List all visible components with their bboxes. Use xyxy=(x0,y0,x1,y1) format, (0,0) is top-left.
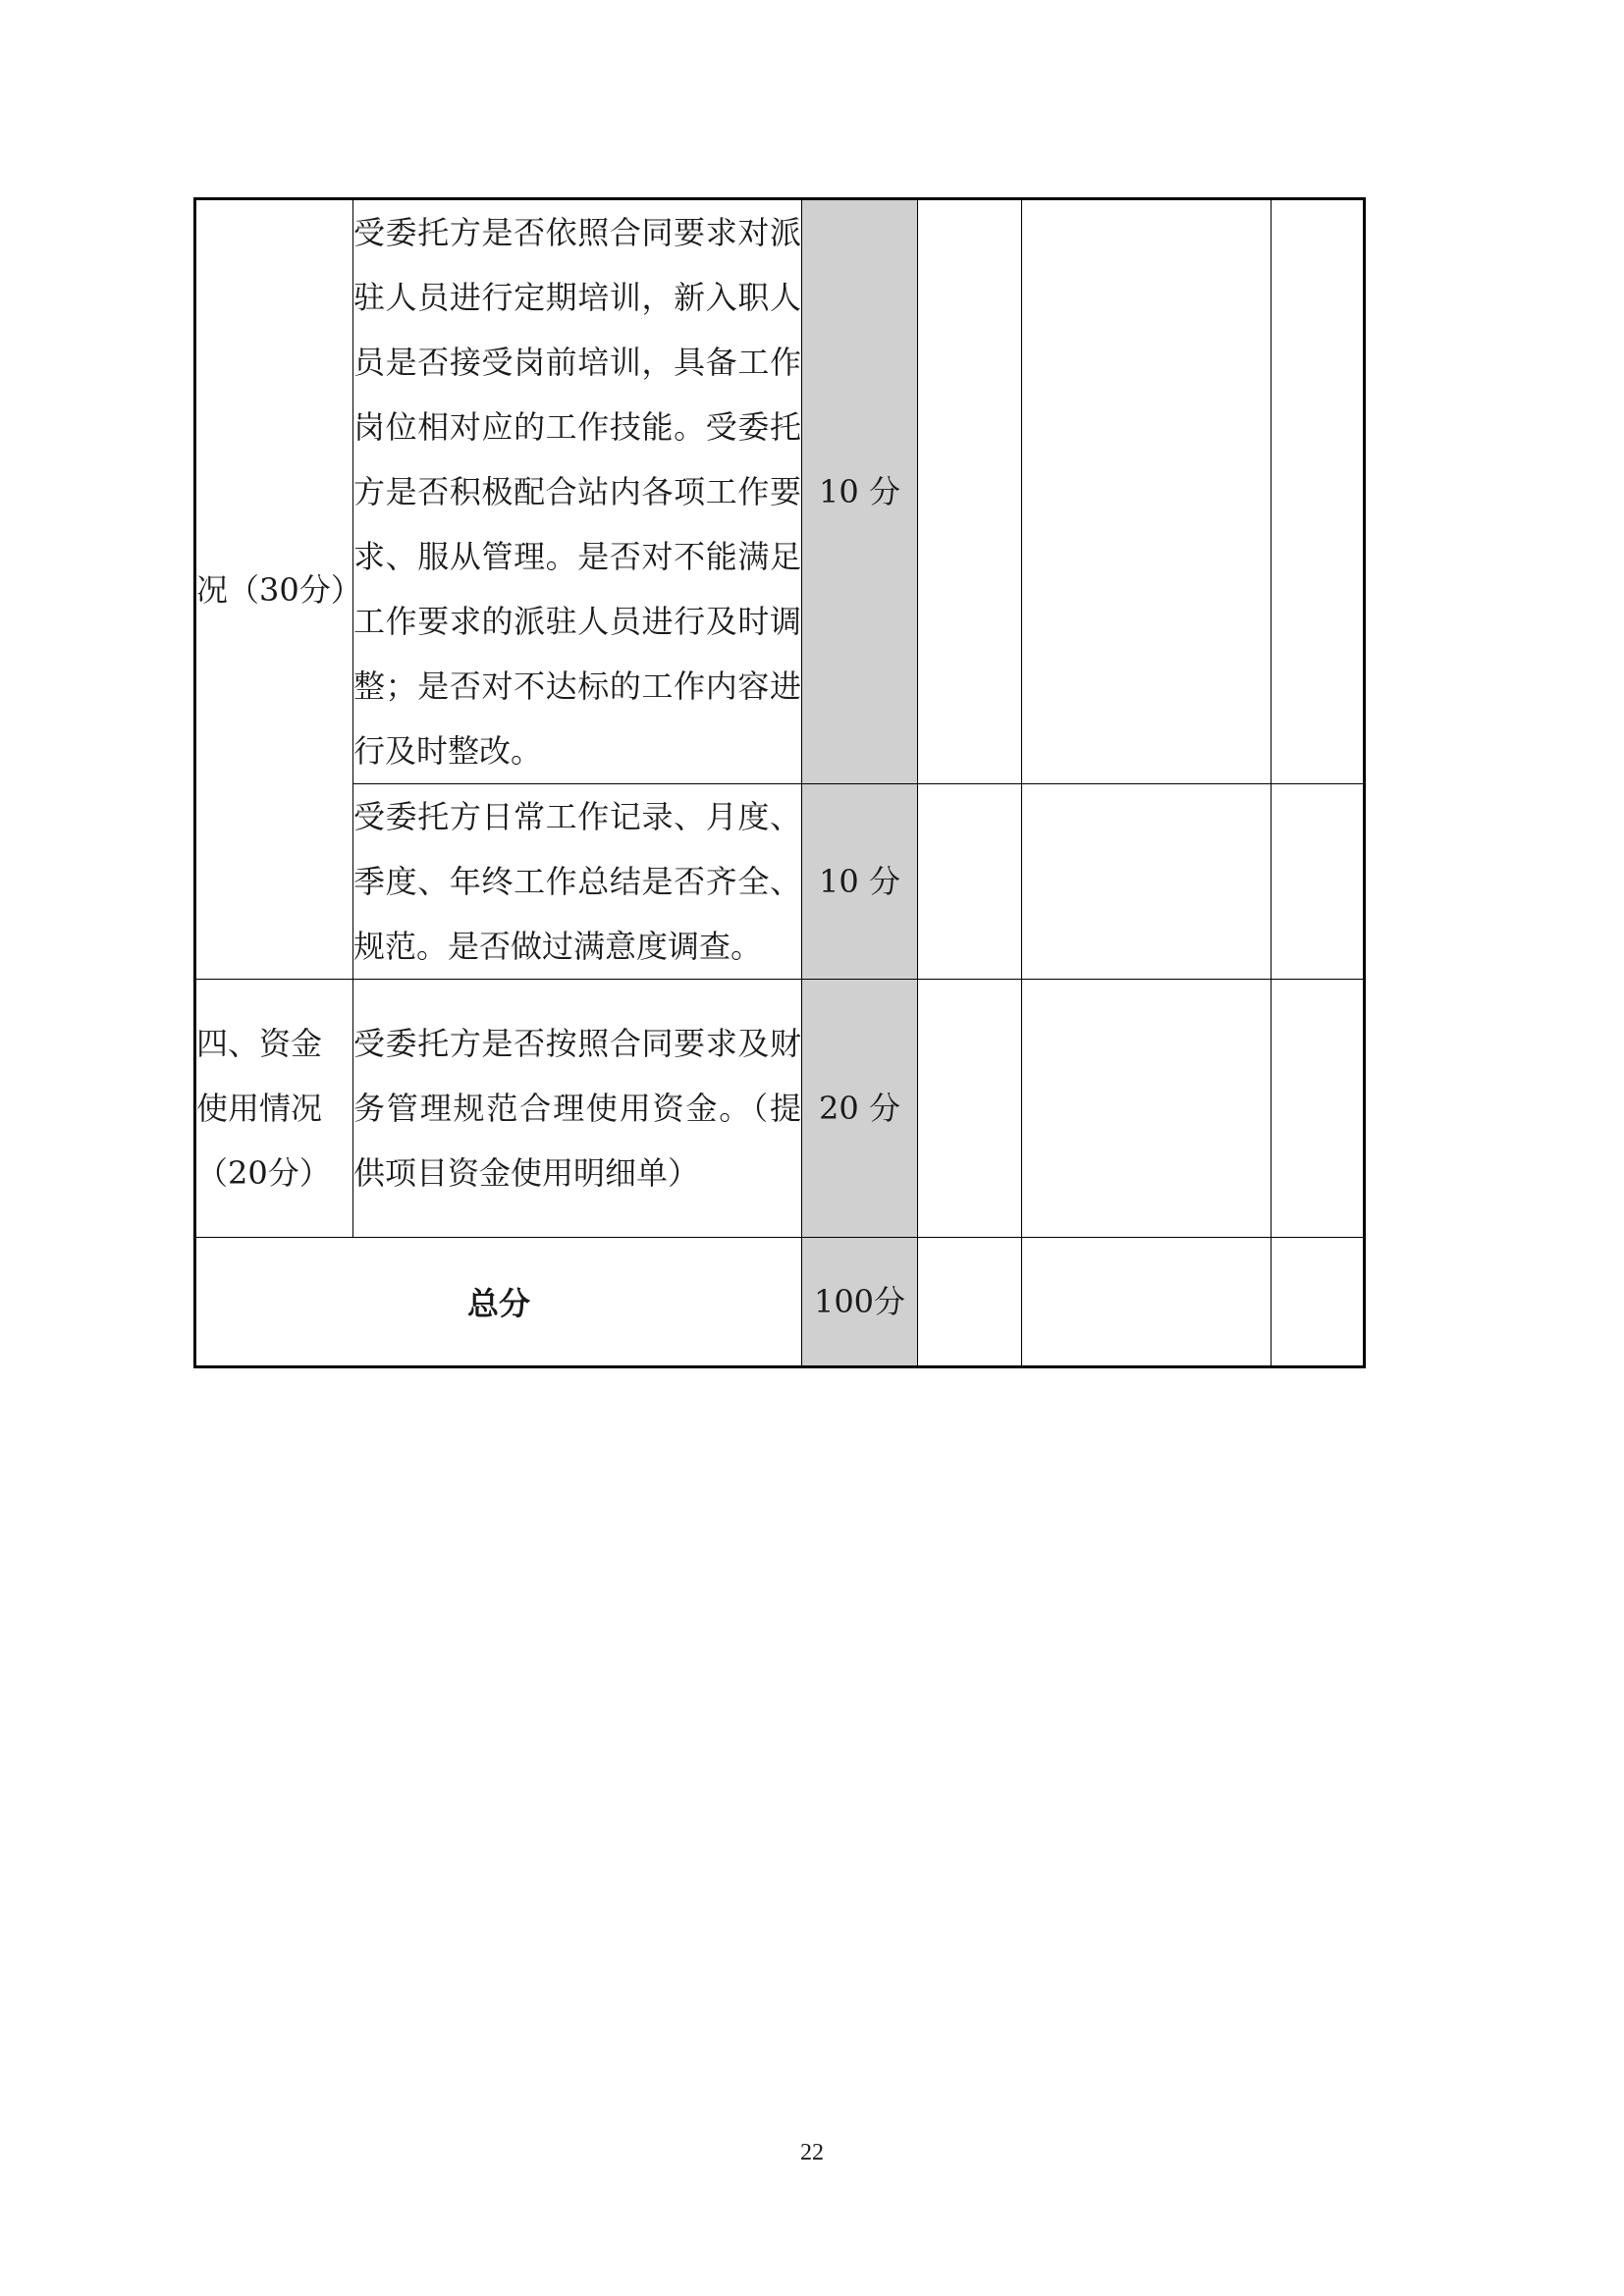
criteria-cell xyxy=(353,980,802,1238)
empty-cell xyxy=(918,1238,1022,1367)
category-cell xyxy=(195,199,362,980)
empty-cell xyxy=(1022,199,1272,784)
empty-cell xyxy=(1272,1238,1365,1367)
total-score-cell xyxy=(802,1238,918,1367)
empty-cell xyxy=(1272,199,1365,784)
criteria-text: 受委托方日常工作记录、月度、季度、年终工作总结是否齐全、规范。是否做过满意度调查。 xyxy=(353,798,801,965)
category-label: 四、资金使用情况（20分） xyxy=(196,1025,331,1192)
total-row xyxy=(195,1238,1365,1367)
criteria-text: 受委托方是否按照合同要求及财务管理规范合理使用资金。（提供项目资金使用明细单） xyxy=(353,1025,801,1192)
table-row xyxy=(195,980,1365,1238)
category-label: 况（30分） xyxy=(196,570,362,609)
score-value: 10 分 xyxy=(819,473,900,510)
total-label-cell xyxy=(195,1238,802,1367)
category-cell xyxy=(195,980,353,1238)
empty-cell xyxy=(918,199,1022,784)
empty-cell xyxy=(918,980,1022,1238)
criteria-cell xyxy=(353,199,802,784)
empty-cell xyxy=(1022,1238,1272,1367)
empty-cell xyxy=(1022,980,1272,1238)
score-cell xyxy=(802,784,918,980)
empty-cell xyxy=(1022,784,1272,980)
score-cell xyxy=(802,980,918,1238)
table-row xyxy=(195,784,1365,980)
score-value: 20 分 xyxy=(819,1090,900,1127)
empty-cell xyxy=(1272,980,1365,1238)
criteria-cell xyxy=(353,784,802,980)
score-cell xyxy=(802,199,918,784)
empty-cell xyxy=(918,784,1022,980)
criteria-text: 受委托方是否依照合同要求对派驻人员进行定期培训，新入职人员是否接受岗前培训，具备工作岗位相对应的工作技能。受委托方是否积极配合站内各项工作要求、服从管理。是否对不能满足工作要求的派驻人员进行及时调整；是否对不达标的工作内容进行及时整改。 xyxy=(353,214,801,770)
score-value: 10 分 xyxy=(819,863,900,900)
evaluation-table xyxy=(193,197,1366,1368)
total-label: 总分 xyxy=(466,1285,530,1322)
table-row xyxy=(195,199,1365,784)
page-number: 22 xyxy=(800,2140,824,2165)
empty-cell xyxy=(1272,784,1365,980)
total-score: 100分 xyxy=(813,1283,906,1320)
